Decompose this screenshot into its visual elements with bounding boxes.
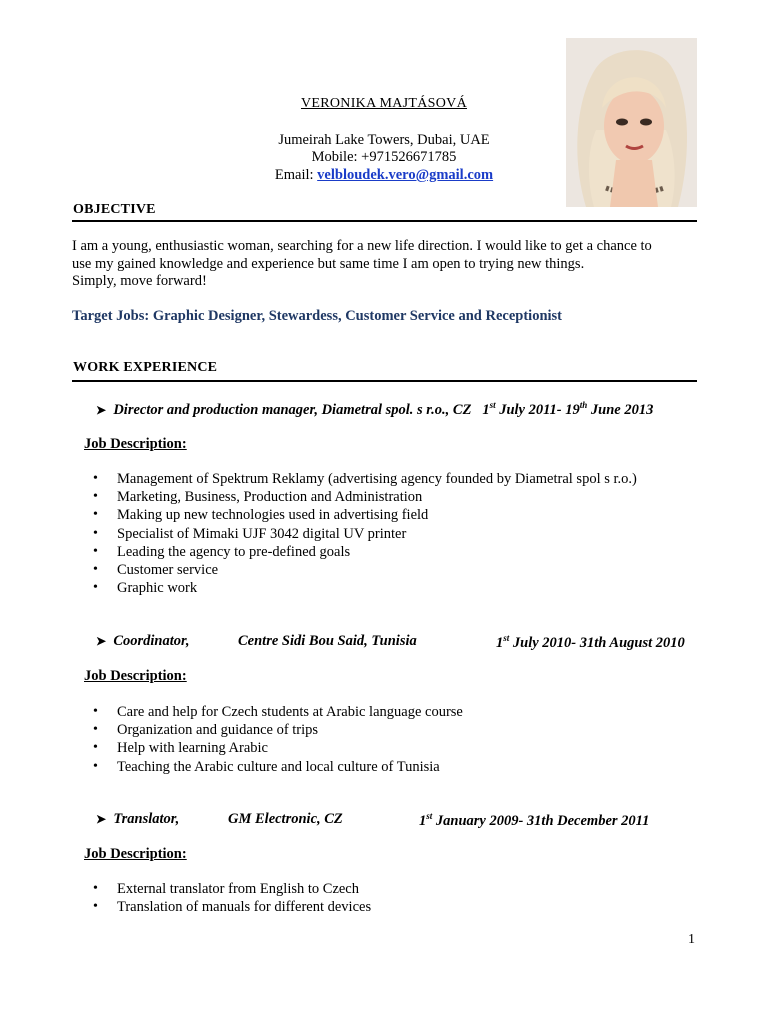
job-title: Director and production manager, Diametral spol. s r.o., CZ: [113, 401, 472, 418]
list-item: • Help with learning Arabic: [0, 739, 463, 757]
list-item: • Making up new technologies used in advertising field: [0, 506, 637, 524]
mobile: Mobile: +971526671785: [311, 149, 457, 165]
job-company: GM Electronic, CZ: [228, 811, 343, 827]
list-item: • Care and help for Czech students at Arabic language course: [0, 703, 463, 721]
list-item: • External translator from English to Czech: [0, 880, 371, 898]
job-heading: [96, 400, 653, 419]
job-description-label: Job Description:: [84, 846, 187, 862]
list-item: • Specialist of Mimaki UJF 3042 digital UV printer: [0, 525, 637, 543]
profile-photo: [566, 38, 697, 207]
job-heading: [96, 633, 189, 650]
list-item: • Organization and guidance of trips: [0, 721, 463, 739]
job-dates: 1st July 2010- 31th August 2010: [496, 633, 685, 651]
list-item: • Translation of manuals for different devices: [0, 898, 371, 916]
list-item: • Teaching the Arabic culture and local culture of Tunisia: [0, 758, 463, 776]
work-experience-title: WORK EXPERIENCE: [73, 360, 218, 375]
list-item: • Management of Spektrum Reklamy (advertising agency founded by Diametral spol s r.o.): [0, 470, 637, 488]
job-description-label: Job Description:: [84, 436, 187, 452]
job-description-label: Job Description:: [84, 668, 187, 684]
objective-title: OBJECTIVE: [73, 202, 156, 217]
objective-divider: [72, 220, 697, 222]
job-title: Translator,: [113, 811, 180, 827]
address: Jumeirah Lake Towers, Dubai, UAE: [278, 132, 490, 148]
job-company: Centre Sidi Bou Said, Tunisia: [238, 633, 417, 649]
job-bullet-list: [0, 703, 463, 776]
job-bullet-list: [0, 470, 637, 597]
objective-text: [72, 238, 712, 291]
job-dates: 1st July 2011- 19th June 2013: [482, 400, 654, 418]
objective-line: use my gained knowledge and experience but same time I am open to trying new things.: [72, 255, 585, 272]
objective-line: I am a young, enthusiastic woman, searching for a new life direction. I would like to get a chance to: [72, 238, 652, 254]
arrow-icon: ➤: [96, 634, 107, 648]
page-number: 1: [688, 932, 695, 947]
job-bullet-list: [0, 880, 371, 916]
email-link[interactable]: velbloudek.vero@gmail.com: [317, 167, 494, 183]
candidate-name: VERONIKA MAJTÁSOVÁ: [300, 96, 468, 111]
job-dates: 1st January 2009- 31th December 2011: [419, 811, 650, 829]
list-item: • Customer service: [0, 561, 637, 579]
arrow-icon: ➤: [96, 812, 107, 826]
email-label: Email:: [274, 167, 318, 183]
target-jobs: Target Jobs: Graphic Designer, Stewardess, Customer Service and Receptionist: [72, 308, 563, 324]
work-experience-divider: [72, 380, 697, 382]
list-item: • Graphic work: [0, 579, 637, 597]
list-item: • Marketing, Business, Production and Administration: [0, 488, 637, 506]
job-title: Coordinator,: [113, 633, 190, 649]
objective-line: Simply, move forward!: [72, 273, 207, 289]
job-heading: [96, 811, 179, 828]
arrow-icon: ➤: [96, 402, 107, 417]
list-item: • Leading the agency to pre-defined goals: [0, 543, 637, 561]
